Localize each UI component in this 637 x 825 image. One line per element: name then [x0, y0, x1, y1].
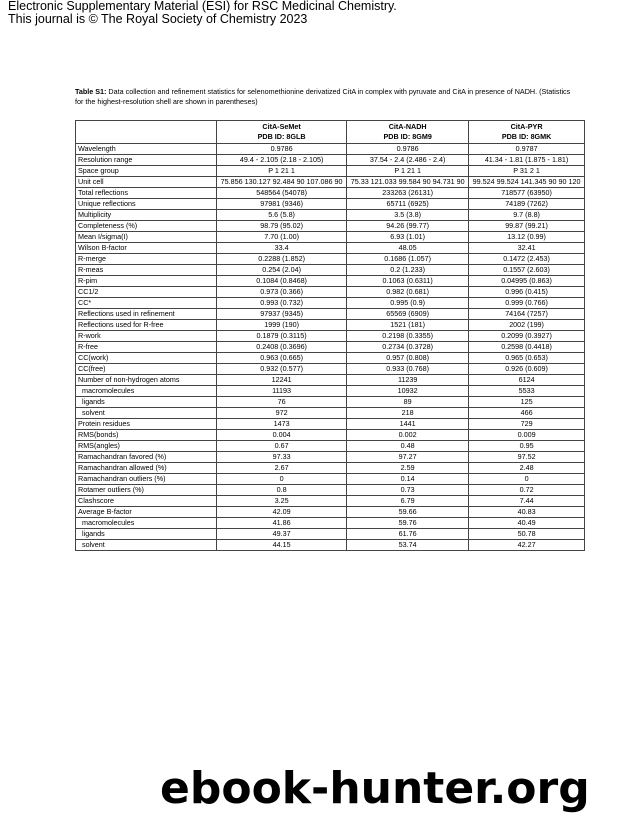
table-cell: 98.79 (95.02) — [217, 221, 347, 232]
table-row — [76, 177, 585, 188]
table-row — [76, 265, 585, 276]
table-cell: 48.05 — [347, 243, 469, 254]
table-row — [76, 166, 585, 177]
table-cell: 2002 (199) — [469, 320, 585, 331]
row-label: Ramachandran outliers (%) — [76, 474, 217, 485]
row-label: Rotamer outliers (%) — [76, 485, 217, 496]
table-cell: 65711 (6925) — [347, 199, 469, 210]
caption-label: Table S1: — [75, 87, 107, 96]
table-cell: 0.2408 (0.3696) — [217, 342, 347, 353]
row-label: CC1/2 — [76, 287, 217, 298]
table-cell: 0.73 — [347, 485, 469, 496]
table-cell: 1441 — [347, 419, 469, 430]
table-cell: 97.52 — [469, 452, 585, 463]
table-cell: 32.41 — [469, 243, 585, 254]
table-cell: 0.67 — [217, 441, 347, 452]
row-label: Wilson B-factor — [76, 243, 217, 254]
table-cell: P 1 21 1 — [347, 166, 469, 177]
column-header: CitA-PYR PDB ID: 8GMK — [469, 121, 585, 144]
table-row — [76, 144, 585, 155]
table-row — [76, 485, 585, 496]
row-label: R-free — [76, 342, 217, 353]
table-cell: 0.933 (0.768) — [347, 364, 469, 375]
table-cell: 5533 — [469, 386, 585, 397]
table-row — [76, 375, 585, 386]
table-cell: 0.009 — [469, 430, 585, 441]
row-label: ligands — [76, 397, 217, 408]
row-label: Ramachandran allowed (%) — [76, 463, 217, 474]
statistics-table — [75, 120, 585, 551]
table-row — [76, 331, 585, 342]
table-cell: 44.15 — [217, 540, 347, 551]
table-cell: 972 — [217, 408, 347, 419]
table-cell: 2.67 — [217, 463, 347, 474]
table-cell: 718577 (63950) — [469, 188, 585, 199]
table-cell: 0.1686 (1.057) — [347, 254, 469, 265]
table-cell: 0.2288 (1.852) — [217, 254, 347, 265]
header-line-1: Electronic Supplementary Material (ESI) for RSC Medicinal Chemistry. — [8, 0, 397, 13]
table-cell: 0 — [217, 474, 347, 485]
table-row — [76, 419, 585, 430]
table-row — [76, 430, 585, 441]
table-cell: 0.982 (0.681) — [347, 287, 469, 298]
table-cell: 1473 — [217, 419, 347, 430]
table-cell: 74164 (7257) — [469, 309, 585, 320]
table-cell: 50.78 — [469, 529, 585, 540]
table-cell: 233263 (26131) — [347, 188, 469, 199]
table-cell: 42.09 — [217, 507, 347, 518]
table-cell: 466 — [469, 408, 585, 419]
table-cell: 59.66 — [347, 507, 469, 518]
table-cell: 0.996 (0.415) — [469, 287, 585, 298]
caption-text: Data collection and refinement statistics for selenomethionine derivatized CitA in complex with pyruvate and CitA in presence of NADH. (Statistics for the highest-resolution shell are shown in parentheses) — [75, 87, 571, 106]
table-cell: 94.26 (99.77) — [347, 221, 469, 232]
table-cell: 5.6 (5.8) — [217, 210, 347, 221]
table-cell: 0.1063 (0.6311) — [347, 276, 469, 287]
table-cell: 2.59 — [347, 463, 469, 474]
table-row — [76, 221, 585, 232]
column-header: CitA-SeMet PDB ID: 8GLB — [217, 121, 347, 144]
table-body — [76, 144, 585, 551]
table-cell: 729 — [469, 419, 585, 430]
table-cell: 61.76 — [347, 529, 469, 540]
table-row — [76, 254, 585, 265]
table-row — [76, 540, 585, 551]
table-cell: 65569 (6909) — [347, 309, 469, 320]
table-cell: 2.48 — [469, 463, 585, 474]
table-row — [76, 441, 585, 452]
row-label: Completeness (%) — [76, 221, 217, 232]
table-cell: 0.2 (1.233) — [347, 265, 469, 276]
table-cell: 42.27 — [469, 540, 585, 551]
row-label: solvent — [76, 540, 217, 551]
table-cell: 0.1557 (2.603) — [469, 265, 585, 276]
table-cell: 3.5 (3.8) — [347, 210, 469, 221]
table-cell: 548564 (54078) — [217, 188, 347, 199]
row-label: solvent — [76, 408, 217, 419]
table-cell: 0.48 — [347, 441, 469, 452]
table-cell: 9.7 (8.8) — [469, 210, 585, 221]
row-label: Reflections used in refinement — [76, 309, 217, 320]
table-cell: 125 — [469, 397, 585, 408]
row-label: Resolution range — [76, 155, 217, 166]
table-cell: 0.2734 (0.3728) — [347, 342, 469, 353]
table-row — [76, 474, 585, 485]
row-label: macromolecules — [76, 518, 217, 529]
row-label: Wavelength — [76, 144, 217, 155]
table-cell: 0.9786 — [217, 144, 347, 155]
table-cell: 1521 (181) — [347, 320, 469, 331]
table-row — [76, 353, 585, 364]
table-cell: 0.9786 — [347, 144, 469, 155]
table-row — [76, 287, 585, 298]
table-cell: 97937 (9345) — [217, 309, 347, 320]
row-label: RMS(bonds) — [76, 430, 217, 441]
table-cell: 0.002 — [347, 430, 469, 441]
table-cell: P 31 2 1 — [469, 166, 585, 177]
row-label: Total reflections — [76, 188, 217, 199]
table-cell: 0.8 — [217, 485, 347, 496]
table-cell: 0.2198 (0.3355) — [347, 331, 469, 342]
header-line-2: This journal is © The Royal Society of Chemistry 2023 — [8, 12, 308, 26]
table-row — [76, 232, 585, 243]
table-cell: 7.44 — [469, 496, 585, 507]
table-row — [76, 518, 585, 529]
table-row — [76, 507, 585, 518]
row-label: macromolecules — [76, 386, 217, 397]
table-cell: 0.95 — [469, 441, 585, 452]
row-label: Space group — [76, 166, 217, 177]
table-cell: 10932 — [347, 386, 469, 397]
table-row — [76, 408, 585, 419]
table-row — [76, 210, 585, 221]
table-row — [76, 529, 585, 540]
row-label: Unique reflections — [76, 199, 217, 210]
table-cell: 59.76 — [347, 518, 469, 529]
table-cell: 0.993 (0.732) — [217, 298, 347, 309]
page-header — [8, 0, 397, 26]
table-cell: 1999 (190) — [217, 320, 347, 331]
table-row — [76, 188, 585, 199]
row-label: Multiplicity — [76, 210, 217, 221]
table-row — [76, 199, 585, 210]
row-label: Number of non-hydrogen atoms — [76, 375, 217, 386]
table-cell: 0.957 (0.808) — [347, 353, 469, 364]
table-row — [76, 155, 585, 166]
table-cell: 218 — [347, 408, 469, 419]
row-label: Average B-factor — [76, 507, 217, 518]
table-cell: 0.1472 (2.453) — [469, 254, 585, 265]
table-cell: 0.932 (0.577) — [217, 364, 347, 375]
table-caption — [75, 87, 575, 107]
table-cell: 75.856 130.127 92.484 90 107.086 90 — [217, 177, 347, 188]
table-row — [76, 496, 585, 507]
row-label: Protein residues — [76, 419, 217, 430]
table-cell: 97981 (9346) — [217, 199, 347, 210]
table-row — [76, 364, 585, 375]
table-cell: 0.2598 (0.4418) — [469, 342, 585, 353]
table-cell: 0 — [469, 474, 585, 485]
table-cell: 0.04995 (0.863) — [469, 276, 585, 287]
table-row — [76, 452, 585, 463]
header-corner — [76, 121, 217, 144]
table-row — [76, 243, 585, 254]
row-label: CC(work) — [76, 353, 217, 364]
row-label: Mean I/sigma(I) — [76, 232, 217, 243]
table-cell: 6.93 (1.01) — [347, 232, 469, 243]
row-label: R-meas — [76, 265, 217, 276]
table-row — [76, 463, 585, 474]
table-cell: 0.14 — [347, 474, 469, 485]
table-cell: 0.004 — [217, 430, 347, 441]
table-row — [76, 342, 585, 353]
table-cell: 99.87 (99.21) — [469, 221, 585, 232]
table-cell: 0.995 (0.9) — [347, 298, 469, 309]
row-label: R-work — [76, 331, 217, 342]
row-label: ligands — [76, 529, 217, 540]
table-cell: 0.9787 — [469, 144, 585, 155]
column-header: CitA-NADH PDB ID: 8GM9 — [347, 121, 469, 144]
table-cell: 12241 — [217, 375, 347, 386]
table-cell: 41.86 — [217, 518, 347, 529]
row-label: Ramachandran favored (%) — [76, 452, 217, 463]
row-label: CC(free) — [76, 364, 217, 375]
table-cell: 6.79 — [347, 496, 469, 507]
table-cell: 99.524 99.524 141.345 90 90 120 — [469, 177, 585, 188]
table-cell: 33.4 — [217, 243, 347, 254]
row-label: Reflections used for R-free — [76, 320, 217, 331]
table-cell: 40.83 — [469, 507, 585, 518]
table-row — [76, 397, 585, 408]
table-header-row — [76, 121, 585, 144]
table-cell: 0.1084 (0.8468) — [217, 276, 347, 287]
table-cell: 74189 (7262) — [469, 199, 585, 210]
table-row — [76, 320, 585, 331]
table-row — [76, 309, 585, 320]
watermark-text: ebook-hunter.org — [160, 763, 590, 814]
row-label: RMS(angles) — [76, 441, 217, 452]
row-label: CC* — [76, 298, 217, 309]
table-cell: 6124 — [469, 375, 585, 386]
table-cell: 0.999 (0.766) — [469, 298, 585, 309]
table-cell: P 1 21 1 — [217, 166, 347, 177]
row-label: Unit cell — [76, 177, 217, 188]
table-cell: 76 — [217, 397, 347, 408]
table-cell: 53.74 — [347, 540, 469, 551]
table-cell: 40.49 — [469, 518, 585, 529]
table-cell: 0.963 (0.665) — [217, 353, 347, 364]
row-label: R-merge — [76, 254, 217, 265]
table-cell: 49.4 - 2.105 (2.18 - 2.105) — [217, 155, 347, 166]
table-row — [76, 276, 585, 287]
table-cell: 11239 — [347, 375, 469, 386]
table-cell: 89 — [347, 397, 469, 408]
table-cell: 0.2099 (0.3927) — [469, 331, 585, 342]
table-cell: 0.926 (0.609) — [469, 364, 585, 375]
table-cell: 97.27 — [347, 452, 469, 463]
table-cell: 75.33 121.033 99.584 90 94.731 90 — [347, 177, 469, 188]
row-label: Clashscore — [76, 496, 217, 507]
table-cell: 97.33 — [217, 452, 347, 463]
table-row — [76, 298, 585, 309]
table-cell: 0.973 (0.366) — [217, 287, 347, 298]
table-cell: 11193 — [217, 386, 347, 397]
table-row — [76, 386, 585, 397]
table-cell: 41.34 - 1.81 (1.875 - 1.81) — [469, 155, 585, 166]
table-cell: 0.72 — [469, 485, 585, 496]
table-cell: 13.12 (0.99) — [469, 232, 585, 243]
table-cell: 0.965 (0.653) — [469, 353, 585, 364]
table-cell: 7.70 (1.00) — [217, 232, 347, 243]
table-cell: 37.54 - 2.4 (2.486 - 2.4) — [347, 155, 469, 166]
table-cell: 0.254 (2.04) — [217, 265, 347, 276]
table-cell: 3.25 — [217, 496, 347, 507]
row-label: R-pim — [76, 276, 217, 287]
table-cell: 0.1879 (0.3115) — [217, 331, 347, 342]
table-cell: 49.37 — [217, 529, 347, 540]
